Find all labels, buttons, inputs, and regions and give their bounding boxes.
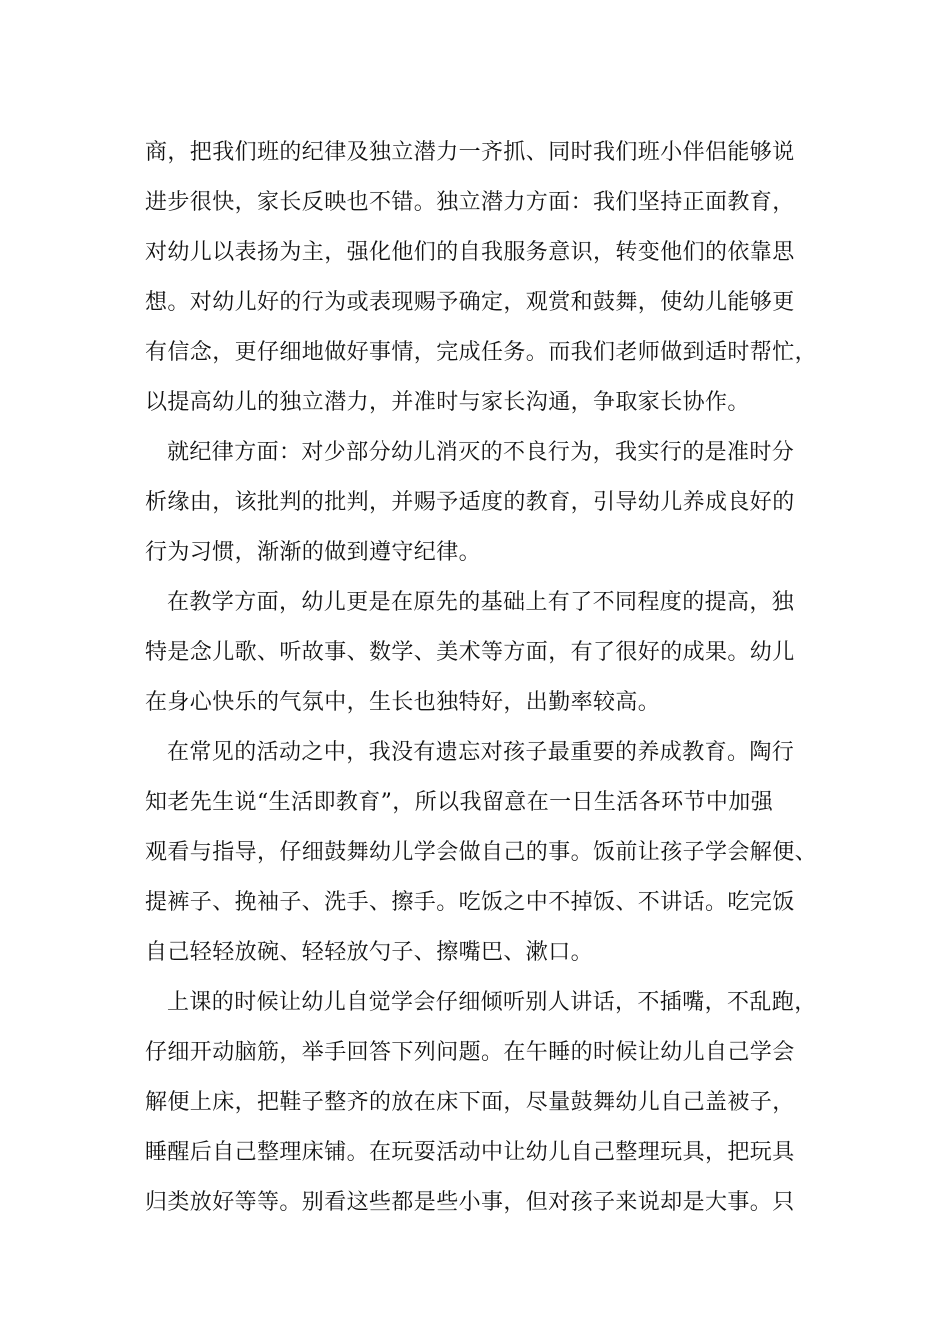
text-line: 对幼儿以表扬为主，强化他们的自我服务意识，转变他们的依靠思 xyxy=(145,240,795,265)
text-line: 析缘由，该批判的批判，并赐予适度的教育，引导幼儿养成良好的 xyxy=(145,490,795,515)
text-line: 特是念儿歌、听故事、数学、美术等方面，有了很好的成果。幼儿 xyxy=(145,640,795,665)
text-line: 有信念，更仔细地做好事情，完成任务。而我们老师做到适时帮忙， xyxy=(145,340,818,365)
text-line: 知老先生说“生活即教育”，所以我留意在一日生活各环节中加强 xyxy=(145,790,774,815)
document-body xyxy=(145,128,825,1228)
text-line: 进步很快，家长反映也不错。独立潜力方面：我们坚持正面教育， xyxy=(145,190,795,215)
text-line: 归类放好等等。别看这些都是些小事，但对孩子来说却是大事。只 xyxy=(145,1190,795,1215)
paragraph-start-line: 上课的时候让幼儿自觉学会仔细倾听别人讲话，不插嘴，不乱跑， xyxy=(167,990,817,1015)
text-line: 商，把我们班的纪律及独立潜力一齐抓、同时我们班小伴侣能够说 xyxy=(145,140,795,165)
text-line: 以提高幼儿的独立潜力，并准时与家长沟通，争取家长协作。 xyxy=(145,390,750,415)
text-line: 行为习惯，渐渐的做到遵守纪律。 xyxy=(145,540,482,565)
text-line: 解便上床，把鞋子整齐的放在床下面，尽量鼓舞幼儿自己盖被子， xyxy=(145,1090,795,1115)
text-line: 提裤子、挽袖子、洗手、擦手。吃饭之中不掉饭、不讲话。吃完饭 xyxy=(145,890,795,915)
paragraph-start-line: 在教学方面，幼儿更是在原先的基础上有了不同程度的提高，独 xyxy=(167,590,795,615)
text-line: 自己轻轻放碗、轻轻放勺子、擦嘴巴、漱口。 xyxy=(145,940,594,965)
text-line: 睡醒后自己整理床铺。在玩耍活动中让幼儿自己整理玩具，把玩具 xyxy=(145,1140,795,1165)
text-line: 在身心快乐的气氛中，生长也独特好，出勤率较高。 xyxy=(145,690,661,715)
text-line: 观看与指导，仔细鼓舞幼儿学会做自己的事。饭前让孩子学会解便、 xyxy=(145,840,818,865)
text-line: 想。对幼儿好的行为或表现赐予确定，观赏和鼓舞，使幼儿能够更 xyxy=(145,290,795,315)
paragraph-start-line: 就纪律方面：对少部分幼儿消灭的不良行为，我实行的是准时分 xyxy=(167,440,795,465)
paragraph-start-line: 在常见的活动之中，我没有遗忘对孩子最重要的养成教育。陶行 xyxy=(167,740,795,765)
text-line: 仔细开动脑筋，举手回答下列问题。在午睡的时候让幼儿自己学会 xyxy=(145,1040,795,1065)
